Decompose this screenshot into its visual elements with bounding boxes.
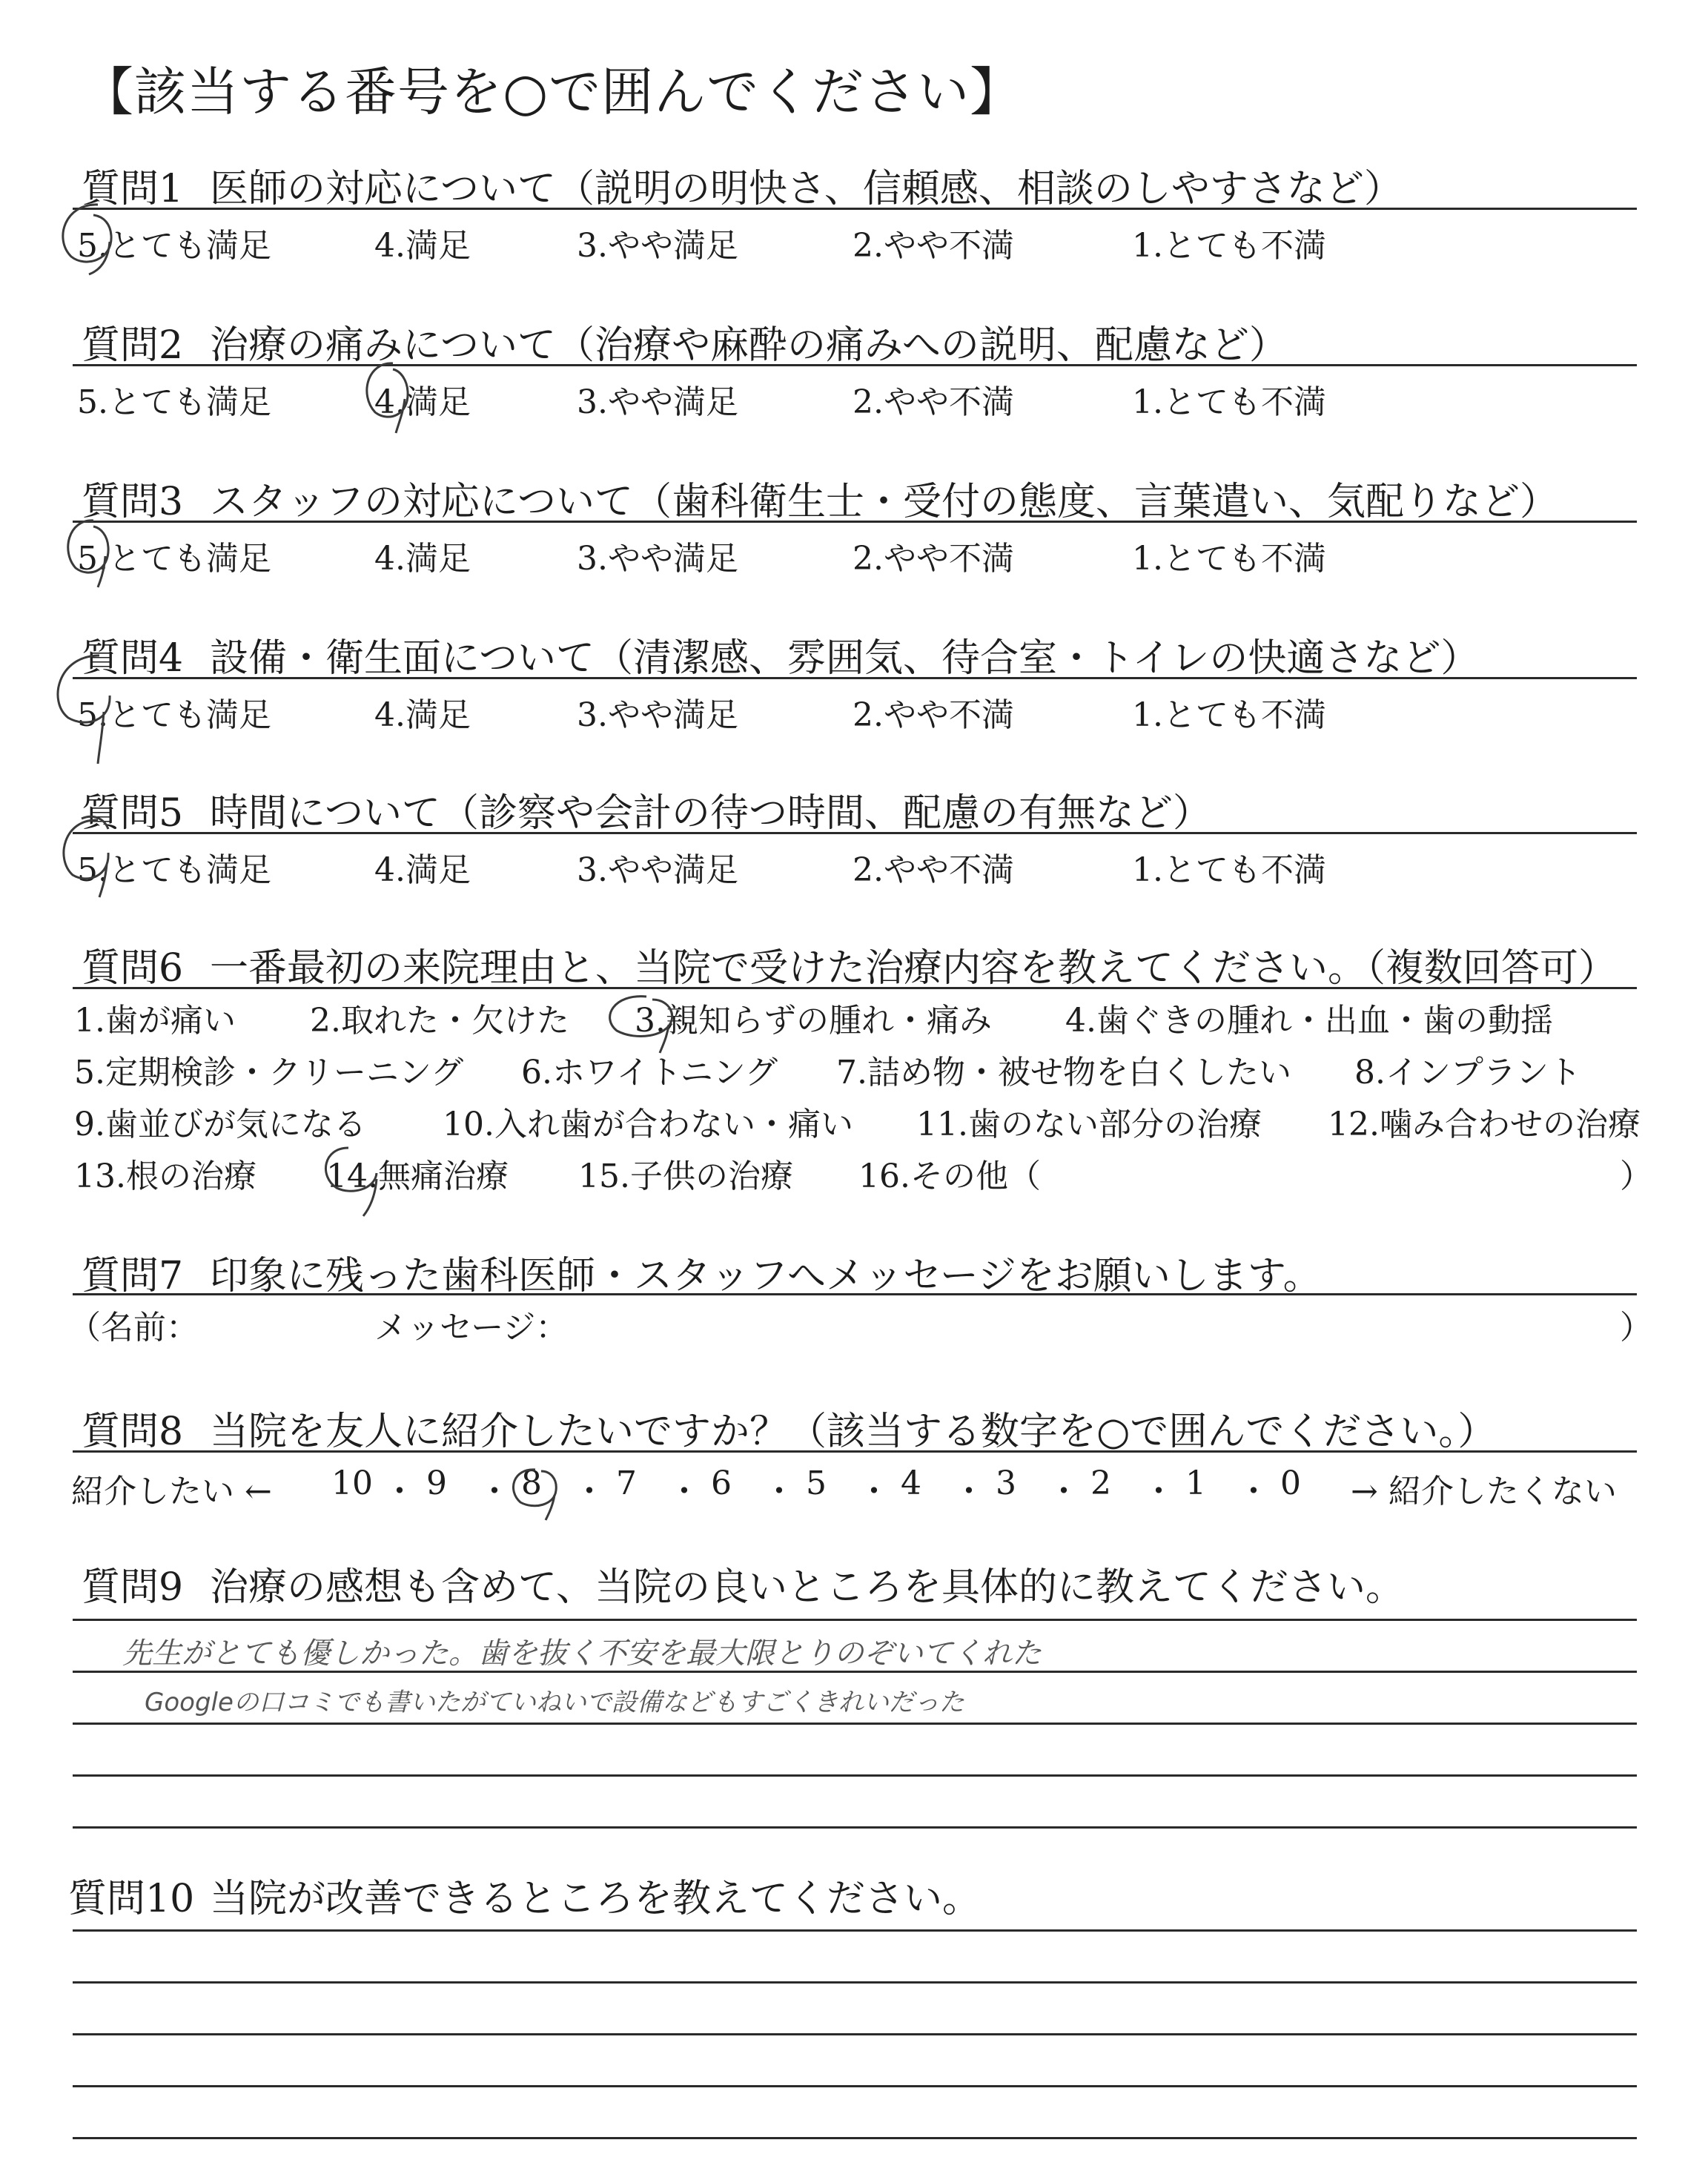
question-2-label: 質問2 bbox=[82, 323, 184, 368]
scale-value-5[interactable]: 5 bbox=[806, 1464, 827, 1502]
answer-line bbox=[73, 2137, 1637, 2139]
answer-line bbox=[73, 1774, 1637, 1777]
q5-option-5[interactable]: 5.とても満足 bbox=[77, 851, 271, 889]
answer-line bbox=[73, 1981, 1637, 1984]
q4-option-1[interactable]: 1.とても不満 bbox=[1132, 696, 1326, 734]
question-4-label: 質問4 bbox=[82, 636, 184, 681]
q1-option-5[interactable]: 5.とても満足 bbox=[77, 227, 271, 265]
scale-value-10[interactable]: 10 bbox=[331, 1464, 373, 1502]
q2-option-4[interactable]: 4.満足 bbox=[374, 383, 471, 421]
answer-line bbox=[73, 1723, 1637, 1725]
scale-separator: ・ bbox=[763, 1473, 795, 1510]
q1-option-2[interactable]: 2.やや不満 bbox=[853, 227, 1014, 265]
divider bbox=[73, 832, 1637, 834]
q1-option-3[interactable]: 3.やや満足 bbox=[577, 227, 738, 265]
q2-option-3[interactable]: 3.やや満足 bbox=[577, 383, 738, 421]
scale-separator: ・ bbox=[573, 1473, 606, 1510]
q2-option-2[interactable]: 2.やや不満 bbox=[853, 383, 1014, 421]
q6-option-10[interactable]: 10.入れ歯が合わない・痛い bbox=[443, 1106, 853, 1143]
question-6-label: 質問6 bbox=[82, 946, 184, 991]
question-10-label: 質問10 bbox=[68, 1877, 195, 1921]
q6-option-15[interactable]: 15.子供の治療 bbox=[578, 1157, 793, 1195]
q3-option-3[interactable]: 3.やや満足 bbox=[577, 540, 738, 578]
scale-separator: ・ bbox=[1142, 1473, 1175, 1510]
question-7-label: 質問7 bbox=[82, 1254, 184, 1298]
q6-option-14[interactable]: 14.無痛治療 bbox=[326, 1157, 509, 1195]
scale-separator: ・ bbox=[858, 1473, 890, 1510]
q8-right-label: → 紹介したくない bbox=[1351, 1473, 1617, 1510]
q4-option-3[interactable]: 3.やや満足 bbox=[577, 696, 738, 734]
scale-separator: ・ bbox=[953, 1473, 985, 1510]
scale-separator: ・ bbox=[478, 1473, 511, 1510]
q6-option-3[interactable]: 3.親知らずの腫れ・痛み bbox=[635, 1002, 992, 1040]
q6-option-9[interactable]: 9.歯並びが気になる bbox=[74, 1106, 366, 1143]
q3-option-2[interactable]: 2.やや不満 bbox=[853, 540, 1014, 578]
scale-value-7[interactable]: 7 bbox=[616, 1464, 637, 1502]
q9-answer-line-2: Googleの口コミでも書いたがていねいで設備などもすごくきれいだった bbox=[145, 1688, 964, 1717]
q7-message-label: メッセージ： bbox=[374, 1309, 569, 1347]
scale-separator: ・ bbox=[668, 1473, 701, 1510]
q6-option-5[interactable]: 5.定期検診・クリーニング bbox=[74, 1054, 464, 1091]
scale-separator: ・ bbox=[383, 1473, 416, 1510]
divider bbox=[73, 1293, 1637, 1295]
scale-value-6[interactable]: 6 bbox=[711, 1464, 732, 1502]
q4-option-5[interactable]: 5.とても満足 bbox=[77, 696, 271, 734]
divider bbox=[73, 364, 1637, 366]
q3-option-1[interactable]: 1.とても不満 bbox=[1132, 540, 1326, 578]
form-title: 【該当する番号を○で囲んでください】 bbox=[82, 62, 1023, 122]
divider bbox=[73, 677, 1637, 679]
question-9-text: 治療の感想も含めて、当院の良いところを具体的に教えてください。 bbox=[210, 1565, 1404, 1610]
divider bbox=[73, 987, 1637, 989]
divider bbox=[73, 1450, 1637, 1453]
q5-option-4[interactable]: 4.満足 bbox=[374, 851, 471, 889]
answer-line bbox=[73, 1929, 1637, 1932]
q6-option-1[interactable]: 1.歯が痛い bbox=[74, 1002, 236, 1040]
q6-option-16[interactable]: 16.その他（ bbox=[858, 1157, 1041, 1195]
q6-option-11[interactable]: 11.歯のない部分の治療 bbox=[916, 1106, 1262, 1143]
question-3-text: スタッフの対応について（歯科衛生士・受付の態度、言葉遣い、気配りなど） bbox=[210, 480, 1558, 524]
scale-separator: ・ bbox=[1237, 1473, 1270, 1510]
answer-line bbox=[73, 2085, 1637, 2087]
scale-value-1[interactable]: 1 bbox=[1185, 1464, 1206, 1502]
question-7-text: 印象に残った歯科医師・スタッフへメッセージをお願いします。 bbox=[210, 1254, 1322, 1298]
q6-option-4[interactable]: 4.歯ぐきの腫れ・出血・歯の動揺 bbox=[1065, 1002, 1553, 1040]
question-8-text: 当院を友人に紹介したいですか？（該当する数字を○で囲んでください。） bbox=[210, 1410, 1497, 1454]
answer-line bbox=[73, 1826, 1637, 1829]
q6-option-12[interactable]: 12.噛み合わせの治療 bbox=[1328, 1106, 1641, 1143]
question-9-label: 質問9 bbox=[82, 1565, 184, 1610]
q6-other-close: ） bbox=[1620, 1157, 1652, 1195]
q6-option-13[interactable]: 13.根の治療 bbox=[74, 1157, 256, 1195]
q6-option-8[interactable]: 8.インプラント bbox=[1354, 1054, 1581, 1091]
question-5-text: 時間について（診察や会計の待つ時間、配慮の有無など） bbox=[210, 791, 1211, 836]
q4-option-4[interactable]: 4.満足 bbox=[374, 696, 471, 734]
divider bbox=[73, 208, 1637, 210]
q5-option-2[interactable]: 2.やや不満 bbox=[853, 851, 1014, 889]
q8-left-label: 紹介したい ← bbox=[71, 1473, 272, 1510]
q1-option-1[interactable]: 1.とても不満 bbox=[1132, 227, 1326, 265]
q6-option-2[interactable]: 2.取れた・欠けた bbox=[310, 1002, 569, 1040]
q2-option-1[interactable]: 1.とても不満 bbox=[1132, 383, 1326, 421]
q3-option-5[interactable]: 5.とても満足 bbox=[77, 540, 271, 578]
q7-name-label: （名前： bbox=[68, 1309, 199, 1347]
answer-line bbox=[73, 2033, 1637, 2035]
q5-option-3[interactable]: 3.やや満足 bbox=[577, 851, 738, 889]
q4-option-2[interactable]: 2.やや不満 bbox=[853, 696, 1014, 734]
q6-option-6[interactable]: 6.ホワイトニング bbox=[521, 1054, 778, 1091]
question-1-text: 医師の対応について（説明の明快さ、信頼感、相談のしやすさなど） bbox=[210, 167, 1403, 211]
q5-option-1[interactable]: 1.とても不満 bbox=[1132, 851, 1326, 889]
answer-line bbox=[73, 1619, 1637, 1621]
question-3-label: 質問3 bbox=[82, 480, 184, 524]
scale-value-0[interactable]: 0 bbox=[1280, 1464, 1301, 1502]
question-8-label: 質問8 bbox=[82, 1410, 184, 1454]
q9-answer-line-1: 先生がとても優しかった。歯を抜く不安を最大限とりのぞいてくれた bbox=[122, 1636, 1042, 1671]
q7-close: ） bbox=[1620, 1309, 1652, 1347]
q3-option-4[interactable]: 4.満足 bbox=[374, 540, 471, 578]
q2-option-5[interactable]: 5.とても満足 bbox=[77, 383, 271, 421]
question-4-text: 設備・衛生面について（清潔感、雰囲気、待合室・トイレの快適さなど） bbox=[210, 636, 1480, 681]
question-2-text: 治療の痛みについて（治療や麻酔の痛みへの説明、配慮など） bbox=[210, 323, 1288, 368]
scale-value-2[interactable]: 2 bbox=[1090, 1464, 1111, 1502]
question-10-text: 当院が改善できるところを教えてください。 bbox=[210, 1877, 982, 1921]
scale-separator: ・ bbox=[1047, 1473, 1080, 1510]
scale-value-3[interactable]: 3 bbox=[996, 1464, 1016, 1502]
question-1-label: 質問1 bbox=[82, 167, 184, 211]
question-6-text: 一番最初の来院理由と、当院で受けた治療内容を教えてください。（複数回答可） bbox=[210, 946, 1618, 991]
scale-value-9[interactable]: 9 bbox=[426, 1464, 447, 1502]
scale-value-4[interactable]: 4 bbox=[901, 1464, 921, 1502]
q6-option-7[interactable]: 7.詰め物・被せ物を白くしたい bbox=[836, 1054, 1291, 1091]
scale-value-8[interactable]: 8 bbox=[521, 1464, 542, 1502]
q1-option-4[interactable]: 4.満足 bbox=[374, 227, 471, 265]
divider bbox=[73, 521, 1637, 523]
question-5-label: 質問5 bbox=[82, 791, 184, 836]
